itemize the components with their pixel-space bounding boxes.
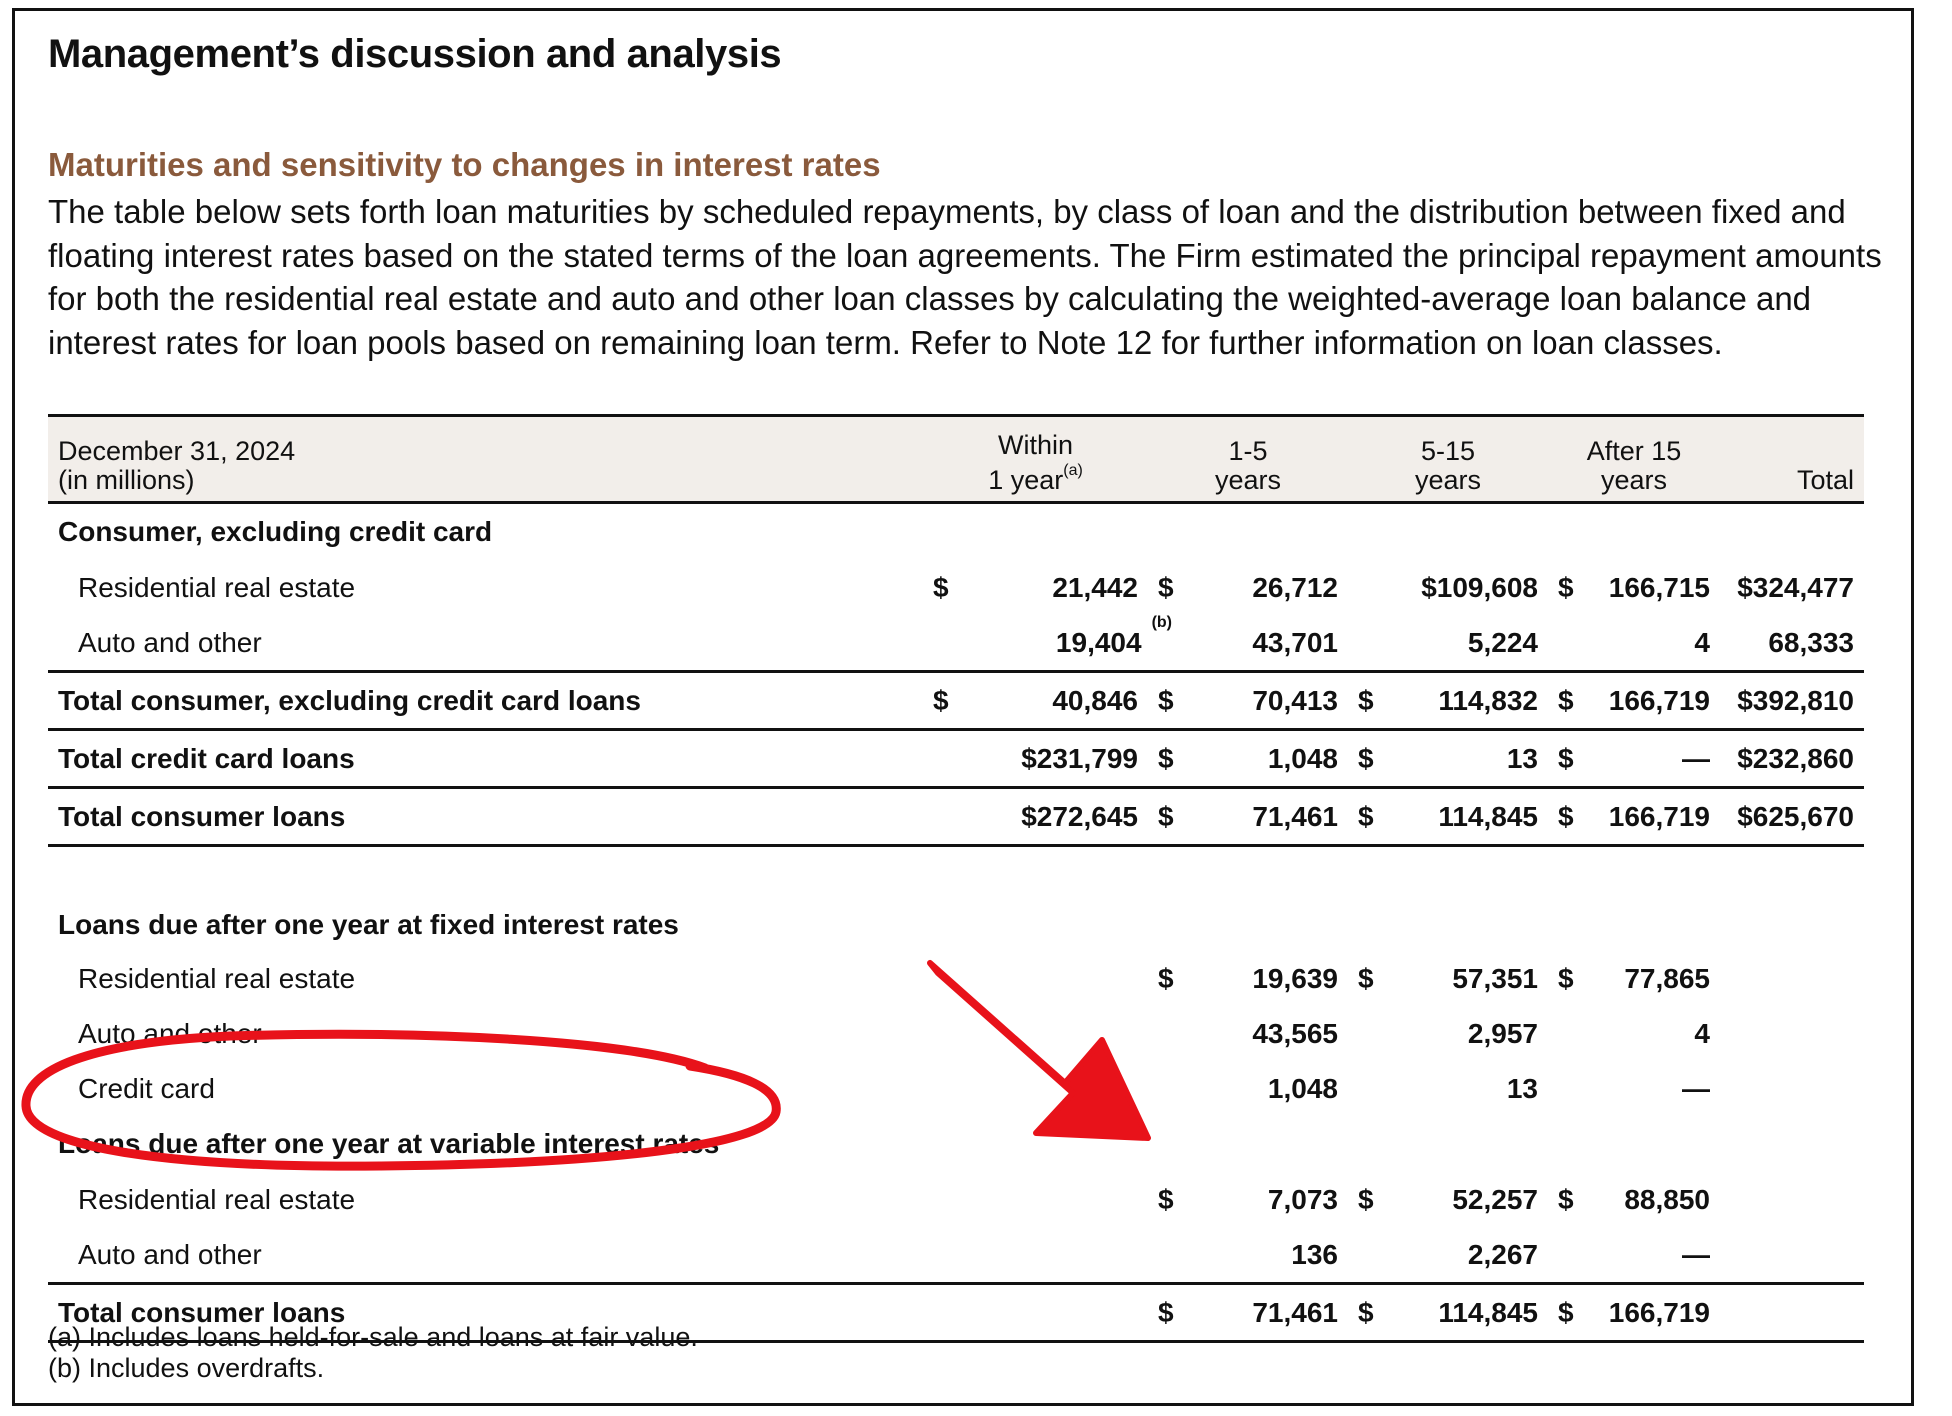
cell-1-5-years: $ 71,461 — [1148, 1284, 1348, 1342]
footnote-b: (b) Includes overdrafts. — [48, 1353, 325, 1383]
cell-1-5-years: $ 26,712 — [1158, 571, 1338, 603]
cell-total: $625,670 — [1720, 788, 1864, 846]
cell-after-15-years: $ 166,719 — [1548, 672, 1720, 730]
cell-after-15-years: 4 — [1694, 626, 1710, 658]
table-row — [48, 1006, 1864, 1061]
table-row — [48, 1227, 1864, 1284]
cell-5-15-years: 13 — [1506, 1072, 1538, 1104]
header-after-15-years: After 15 years — [1548, 416, 1720, 503]
table-header-row — [48, 416, 1864, 503]
cell-total — [1720, 1061, 1864, 1116]
cell-1-5-years: $ 19,639 — [1158, 962, 1338, 994]
cell-total — [1720, 1006, 1864, 1061]
table-row — [48, 615, 1864, 672]
row-label: Auto and other — [78, 1238, 262, 1270]
cell-after-15-years: — — [1682, 1072, 1710, 1104]
cell-1-5-years: 43,565 — [1252, 1017, 1338, 1049]
table-row — [48, 951, 1864, 1006]
cell-within-1-year — [923, 1006, 1148, 1061]
row-label: Auto and other — [78, 626, 262, 658]
cell-total — [1720, 951, 1864, 1006]
header-total: Total — [1720, 416, 1864, 503]
total-row-consumer-loans — [48, 788, 1864, 846]
cell-total: 68,333 — [1768, 626, 1854, 658]
section-title: Maturities and sensitivity to changes in interest rates — [48, 146, 881, 183]
footnote-ref-a: (a) — [1063, 462, 1083, 479]
cell-5-15-years: $ 57,351 — [1358, 962, 1538, 994]
cell-within-1-year: $ 21,442 — [933, 571, 1138, 603]
cell-5-15-years: 2,267 — [1467, 1238, 1538, 1270]
cell-total — [1720, 1227, 1864, 1284]
loan-maturities-table — [48, 414, 1864, 1343]
header-date: December 31, 2024 (in millions) — [48, 416, 923, 503]
cell-within-1-year — [923, 1284, 1148, 1342]
row-label: Total consumer loans — [48, 1284, 923, 1342]
cell-total — [1720, 1284, 1864, 1342]
cell-5-15-years: 2,957 — [1467, 1017, 1538, 1049]
header-5-15-years: 5-15 years — [1348, 416, 1548, 503]
cell-5-15-years: $ 52,257 — [1358, 1183, 1538, 1215]
header-1-5-years: 1-5 years — [1148, 416, 1348, 503]
cell-within-1-year — [923, 1061, 1148, 1116]
section-label: Loans due after one year at fixed interest rates — [58, 909, 679, 940]
row-label: Residential real estate — [78, 962, 356, 994]
cell-5-15-years: $ 114,845 — [1348, 788, 1548, 846]
cell-within-1-year: $ 40,846 — [923, 672, 1148, 730]
cell-after-15-years: — — [1682, 1238, 1710, 1270]
section-row-consumer — [48, 503, 1864, 561]
cell-5-15-years: $ 13 — [1348, 730, 1548, 788]
cell-1-5-years: $ 71,461 — [1148, 788, 1348, 846]
intro-paragraph: The table below sets forth loan maturities by scheduled repayments, by class of loan and the distribution between fixed and floating interest rates based on the stated terms of the loan agreements. The Firm estimated the principal repayment amounts for both the residential real estate and auto and other loan classes by calculating the weighted-average loan balance and interest rates for loan pools based on remaining loan term. Refer to Note 12 for further information on loan classes. — [48, 193, 1882, 361]
section-label: Consumer, excluding credit card — [58, 516, 493, 547]
footnotes — [48, 1322, 698, 1384]
cell-5-15-years: $ 114,845 — [1348, 1284, 1548, 1342]
row-label: Total consumer loans — [48, 788, 923, 846]
total-row-consumer-ex-card — [48, 672, 1864, 730]
total-row-credit-card — [48, 730, 1864, 788]
row-label: Residential real estate — [78, 1183, 356, 1215]
row-label: Auto and other — [78, 1017, 262, 1049]
cell-1-5-years: 136 — [1291, 1238, 1338, 1270]
footnote-ref-b: (b) — [1151, 614, 1172, 632]
cell-5-15-years: 5,224 — [1467, 626, 1538, 658]
cell-1-5-years: $ 7,073 — [1158, 1183, 1338, 1215]
cell-after-15-years: $ 166,719 — [1548, 788, 1720, 846]
table-row — [48, 560, 1864, 615]
cell-after-15-years: $ 166,715 — [1558, 571, 1710, 603]
cell-total: $324,477 — [1737, 571, 1854, 603]
cell-within-1-year: $272,645 — [923, 788, 1148, 846]
cell-1-5-years: $ 1,048 — [1148, 730, 1348, 788]
table-row — [48, 1061, 1864, 1116]
table-row — [48, 1172, 1864, 1227]
cell-total: $392,810 — [1720, 672, 1864, 730]
cell-1-5-years: 43,701 — [1252, 626, 1338, 658]
row-label: Residential real estate — [78, 571, 356, 603]
cell-5-15-years: $ 114,832 — [1348, 672, 1548, 730]
cell-within-1-year — [923, 951, 1148, 1006]
cell-after-15-years: 4 — [1694, 1017, 1710, 1049]
cell-within-1-year — [923, 1227, 1148, 1284]
cell-within-1-year: 19,404$^{(b)}$ — [1055, 614, 1172, 658]
cell-1-5-years: 1,048 — [1267, 1072, 1338, 1104]
section-row-variable — [48, 1116, 1864, 1172]
header-within-1-year: Within 1 year$^{(a)}$ — [923, 416, 1148, 503]
row-label: Credit card — [78, 1072, 215, 1104]
row-label: Total credit card loans — [48, 730, 923, 788]
cell-within-1-year: $231,799 — [923, 730, 1148, 788]
section-row-fixed — [48, 846, 1864, 952]
cell-total — [1720, 1172, 1864, 1227]
row-label: Total consumer, excluding credit card loans — [48, 672, 923, 730]
cell-5-15-years: $109,608 — [1421, 571, 1538, 603]
footnote-a: (a) Includes loans held-for-sale and loans at fair value. — [48, 1322, 698, 1352]
cell-1-5-years: $ 70,413 — [1148, 672, 1348, 730]
cell-total: $232,860 — [1720, 730, 1864, 788]
cell-within-1-year — [923, 1172, 1148, 1227]
cell-after-15-years: $ 77,865 — [1558, 962, 1710, 994]
cell-after-15-years: $ 88,850 — [1558, 1183, 1710, 1215]
cell-after-15-years: $ — — [1548, 730, 1720, 788]
cell-after-15-years: $ 166,719 — [1548, 1284, 1720, 1342]
page-title: Management’s discussion and analysis — [48, 32, 782, 76]
section-label: Loans due after one year at variable interest rates — [58, 1128, 720, 1159]
